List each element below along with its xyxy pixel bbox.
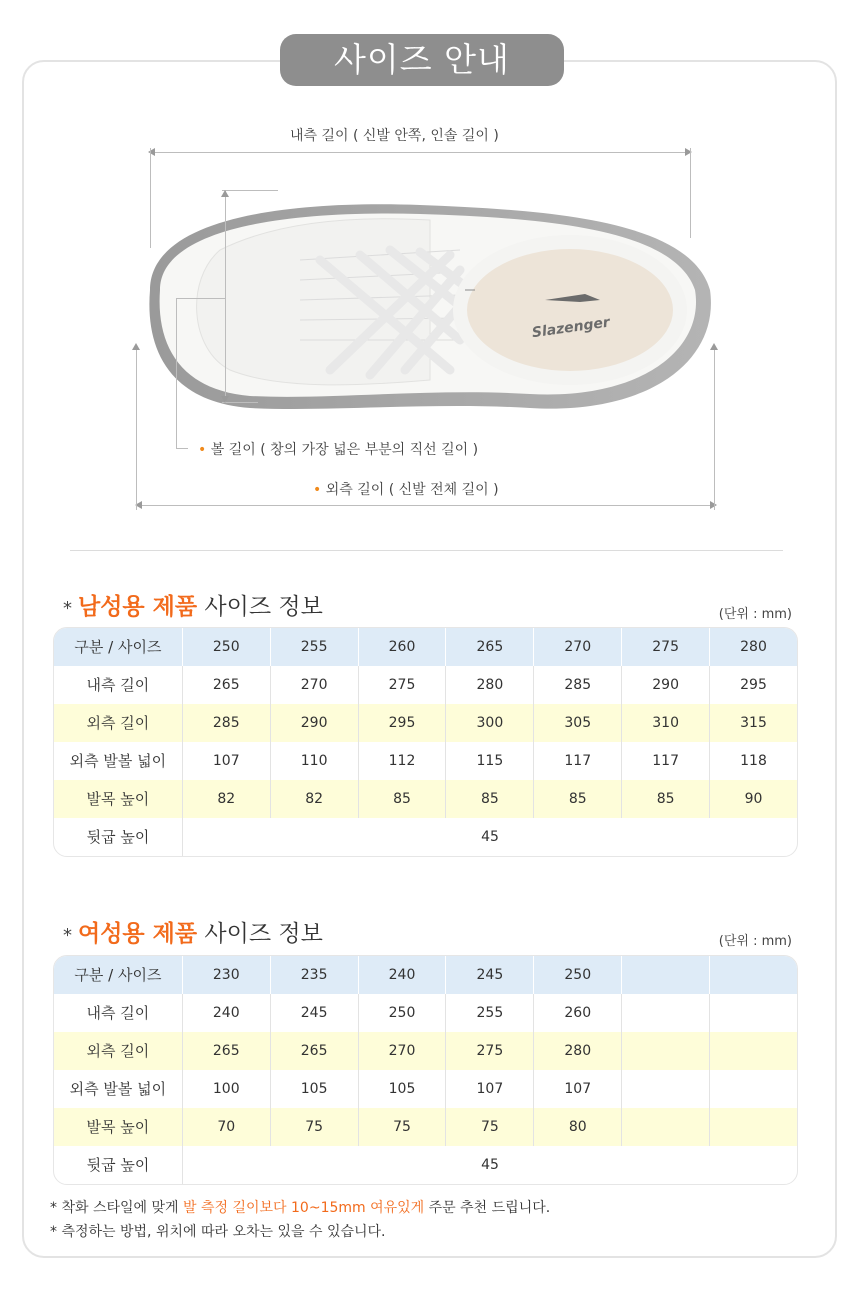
- table-cell: 285: [182, 704, 270, 742]
- row-label: 외측 길이: [86, 1042, 150, 1060]
- table-cell: 80: [533, 1108, 621, 1146]
- men-unit-label: (단위 : mm): [718, 607, 792, 622]
- row-label: 내측 길이: [86, 1004, 150, 1022]
- table-cell: 105: [270, 1070, 358, 1108]
- bullet-dot-icon: •: [198, 442, 207, 458]
- section-divider: [70, 550, 783, 551]
- women-size-table: [53, 955, 798, 1185]
- table-cell: 300: [445, 704, 533, 742]
- table-cell: 275: [445, 1032, 533, 1070]
- arrow-up-icon: [710, 343, 718, 350]
- table-cell: 240: [182, 994, 270, 1032]
- table-cell: 75: [270, 1108, 358, 1146]
- table-cell: 45: [182, 1146, 797, 1184]
- table-row: [54, 742, 797, 780]
- footnotes: [50, 1196, 550, 1244]
- header-cell: 235: [270, 956, 358, 994]
- table-cell: 265: [182, 666, 270, 704]
- arrow-up-icon: [132, 343, 140, 350]
- row-label: 뒷굽 높이: [86, 1156, 150, 1174]
- table-cell: 290: [270, 704, 358, 742]
- table-cell: 115: [445, 742, 533, 780]
- header-cell: 280: [709, 628, 797, 666]
- table-cell: 245: [270, 994, 358, 1032]
- table-cell: 270: [270, 666, 358, 704]
- table-cell: 82: [270, 780, 358, 818]
- table-cell: 280: [533, 1032, 621, 1070]
- table-cell: [621, 994, 709, 1032]
- header-cell: 240: [358, 956, 446, 994]
- women-section-title: * 여성용 제품 사이즈 정보: [63, 921, 323, 947]
- header-cell: 260: [358, 628, 446, 666]
- outer-left-tick: [136, 345, 137, 510]
- men-section-title: * 남성용 제품 사이즈 정보: [63, 594, 323, 620]
- ball-width-line: [225, 190, 226, 402]
- table-row: [54, 1032, 797, 1070]
- table-cell: 285: [533, 666, 621, 704]
- table-cell: 295: [358, 704, 446, 742]
- table-cell: 45: [182, 818, 797, 856]
- table-cell: [709, 1032, 797, 1070]
- table-cell: [621, 1070, 709, 1108]
- table-cell: 255: [445, 994, 533, 1032]
- outer-length-line: [138, 505, 714, 506]
- table-cell: 117: [533, 742, 621, 780]
- header-cell: 250: [182, 628, 270, 666]
- header-cell: 230: [182, 956, 270, 994]
- header-cell: [709, 956, 797, 994]
- table-cell: 270: [358, 1032, 446, 1070]
- table-cell: 105: [358, 1070, 446, 1108]
- table-cell: 260: [533, 994, 621, 1032]
- arrow-up-icon: [221, 190, 229, 197]
- table-cell: 70: [182, 1108, 270, 1146]
- table-cell: 310: [621, 704, 709, 742]
- table-row: [54, 1070, 797, 1108]
- table-cell: 250: [358, 994, 446, 1032]
- header-cell: 255: [270, 628, 358, 666]
- table-cell: [709, 1070, 797, 1108]
- header-cell: 265: [445, 628, 533, 666]
- ball-pointer-down: [176, 298, 177, 448]
- brand-logo: Slazenger: [530, 314, 611, 342]
- women-unit-label: (단위 : mm): [718, 934, 792, 949]
- table-cell: 305: [533, 704, 621, 742]
- header-cell: 구분 / 사이즈: [74, 966, 162, 984]
- ball-top-tick: [222, 190, 278, 191]
- table-cell: 295: [709, 666, 797, 704]
- table-cell: 100: [182, 1070, 270, 1108]
- row-label: 발목 높이: [86, 1118, 150, 1136]
- table-cell: [709, 994, 797, 1032]
- outer-right-tick: [714, 345, 715, 510]
- row-label: 외측 발볼 넓이: [69, 1080, 167, 1098]
- header-cell: 구분 / 사이즈: [74, 638, 162, 656]
- row-label: 외측 발볼 넓이: [69, 752, 167, 770]
- table-cell: 107: [533, 1070, 621, 1108]
- table-cell: 75: [445, 1108, 533, 1146]
- table-cell: [709, 1108, 797, 1146]
- header-cell: 275: [621, 628, 709, 666]
- row-label: 발목 높이: [86, 790, 150, 808]
- table-cell: 85: [533, 780, 621, 818]
- page-title: 사이즈 안내: [280, 34, 564, 86]
- header-cell: 270: [533, 628, 621, 666]
- table-cell: 75: [358, 1108, 446, 1146]
- table-cell: 112: [358, 742, 446, 780]
- table-cell: [621, 1108, 709, 1146]
- outer-length-label: • 외측 길이 ( 신발 전체 길이 ): [313, 482, 499, 498]
- header-cell: 245: [445, 956, 533, 994]
- men-size-table: [53, 627, 798, 857]
- table-header-row: [54, 956, 797, 994]
- table-cell: 85: [621, 780, 709, 818]
- table-row: [54, 1146, 797, 1184]
- table-row: [54, 1108, 797, 1146]
- table-row: [54, 780, 797, 818]
- shoe-image: [130, 180, 730, 420]
- table-header-row: [54, 628, 797, 666]
- note-fit: * 착화 스타일에 맞게 발 측정 길이보다 10~15mm 여유있게 주문 추천 드립니다.: [50, 1200, 551, 1216]
- table-row: [54, 994, 797, 1032]
- note-error: * 측정하는 방법, 위치에 따라 오차는 있을 수 있습니다.: [50, 1224, 386, 1240]
- header-cell: 250: [533, 956, 621, 994]
- table-row: [54, 666, 797, 704]
- table-cell: 85: [358, 780, 446, 818]
- table-cell: 265: [182, 1032, 270, 1070]
- table-cell: 275: [358, 666, 446, 704]
- inner-length-line: [152, 152, 688, 153]
- inner-length-label: 내측 길이 ( 신발 안쪽, 인솔 길이 ): [290, 128, 499, 144]
- ball-pointer-end: [176, 448, 188, 449]
- arrow-down-icon: [221, 396, 229, 403]
- table-row: [54, 818, 797, 856]
- table-cell: 315: [709, 704, 797, 742]
- table-cell: 107: [445, 1070, 533, 1108]
- table-cell: 118: [709, 742, 797, 780]
- table-cell: 90: [709, 780, 797, 818]
- row-label: 뒷굽 높이: [86, 828, 150, 846]
- bullet-dot-icon: •: [313, 482, 322, 498]
- row-label: 내측 길이: [86, 676, 150, 694]
- table-cell: 290: [621, 666, 709, 704]
- table-cell: 85: [445, 780, 533, 818]
- table-cell: 110: [270, 742, 358, 780]
- row-label: 외측 길이: [86, 714, 150, 732]
- table-cell: 82: [182, 780, 270, 818]
- table-cell: 280: [445, 666, 533, 704]
- table-cell: 117: [621, 742, 709, 780]
- table-cell: 107: [182, 742, 270, 780]
- table-cell: [621, 1032, 709, 1070]
- ball-pointer-line: [176, 298, 226, 299]
- table-cell: 265: [270, 1032, 358, 1070]
- table-row: [54, 704, 797, 742]
- ball-width-label: • 볼 길이 ( 창의 가장 넓은 부분의 직선 길이 ): [198, 442, 479, 458]
- header-cell: [621, 956, 709, 994]
